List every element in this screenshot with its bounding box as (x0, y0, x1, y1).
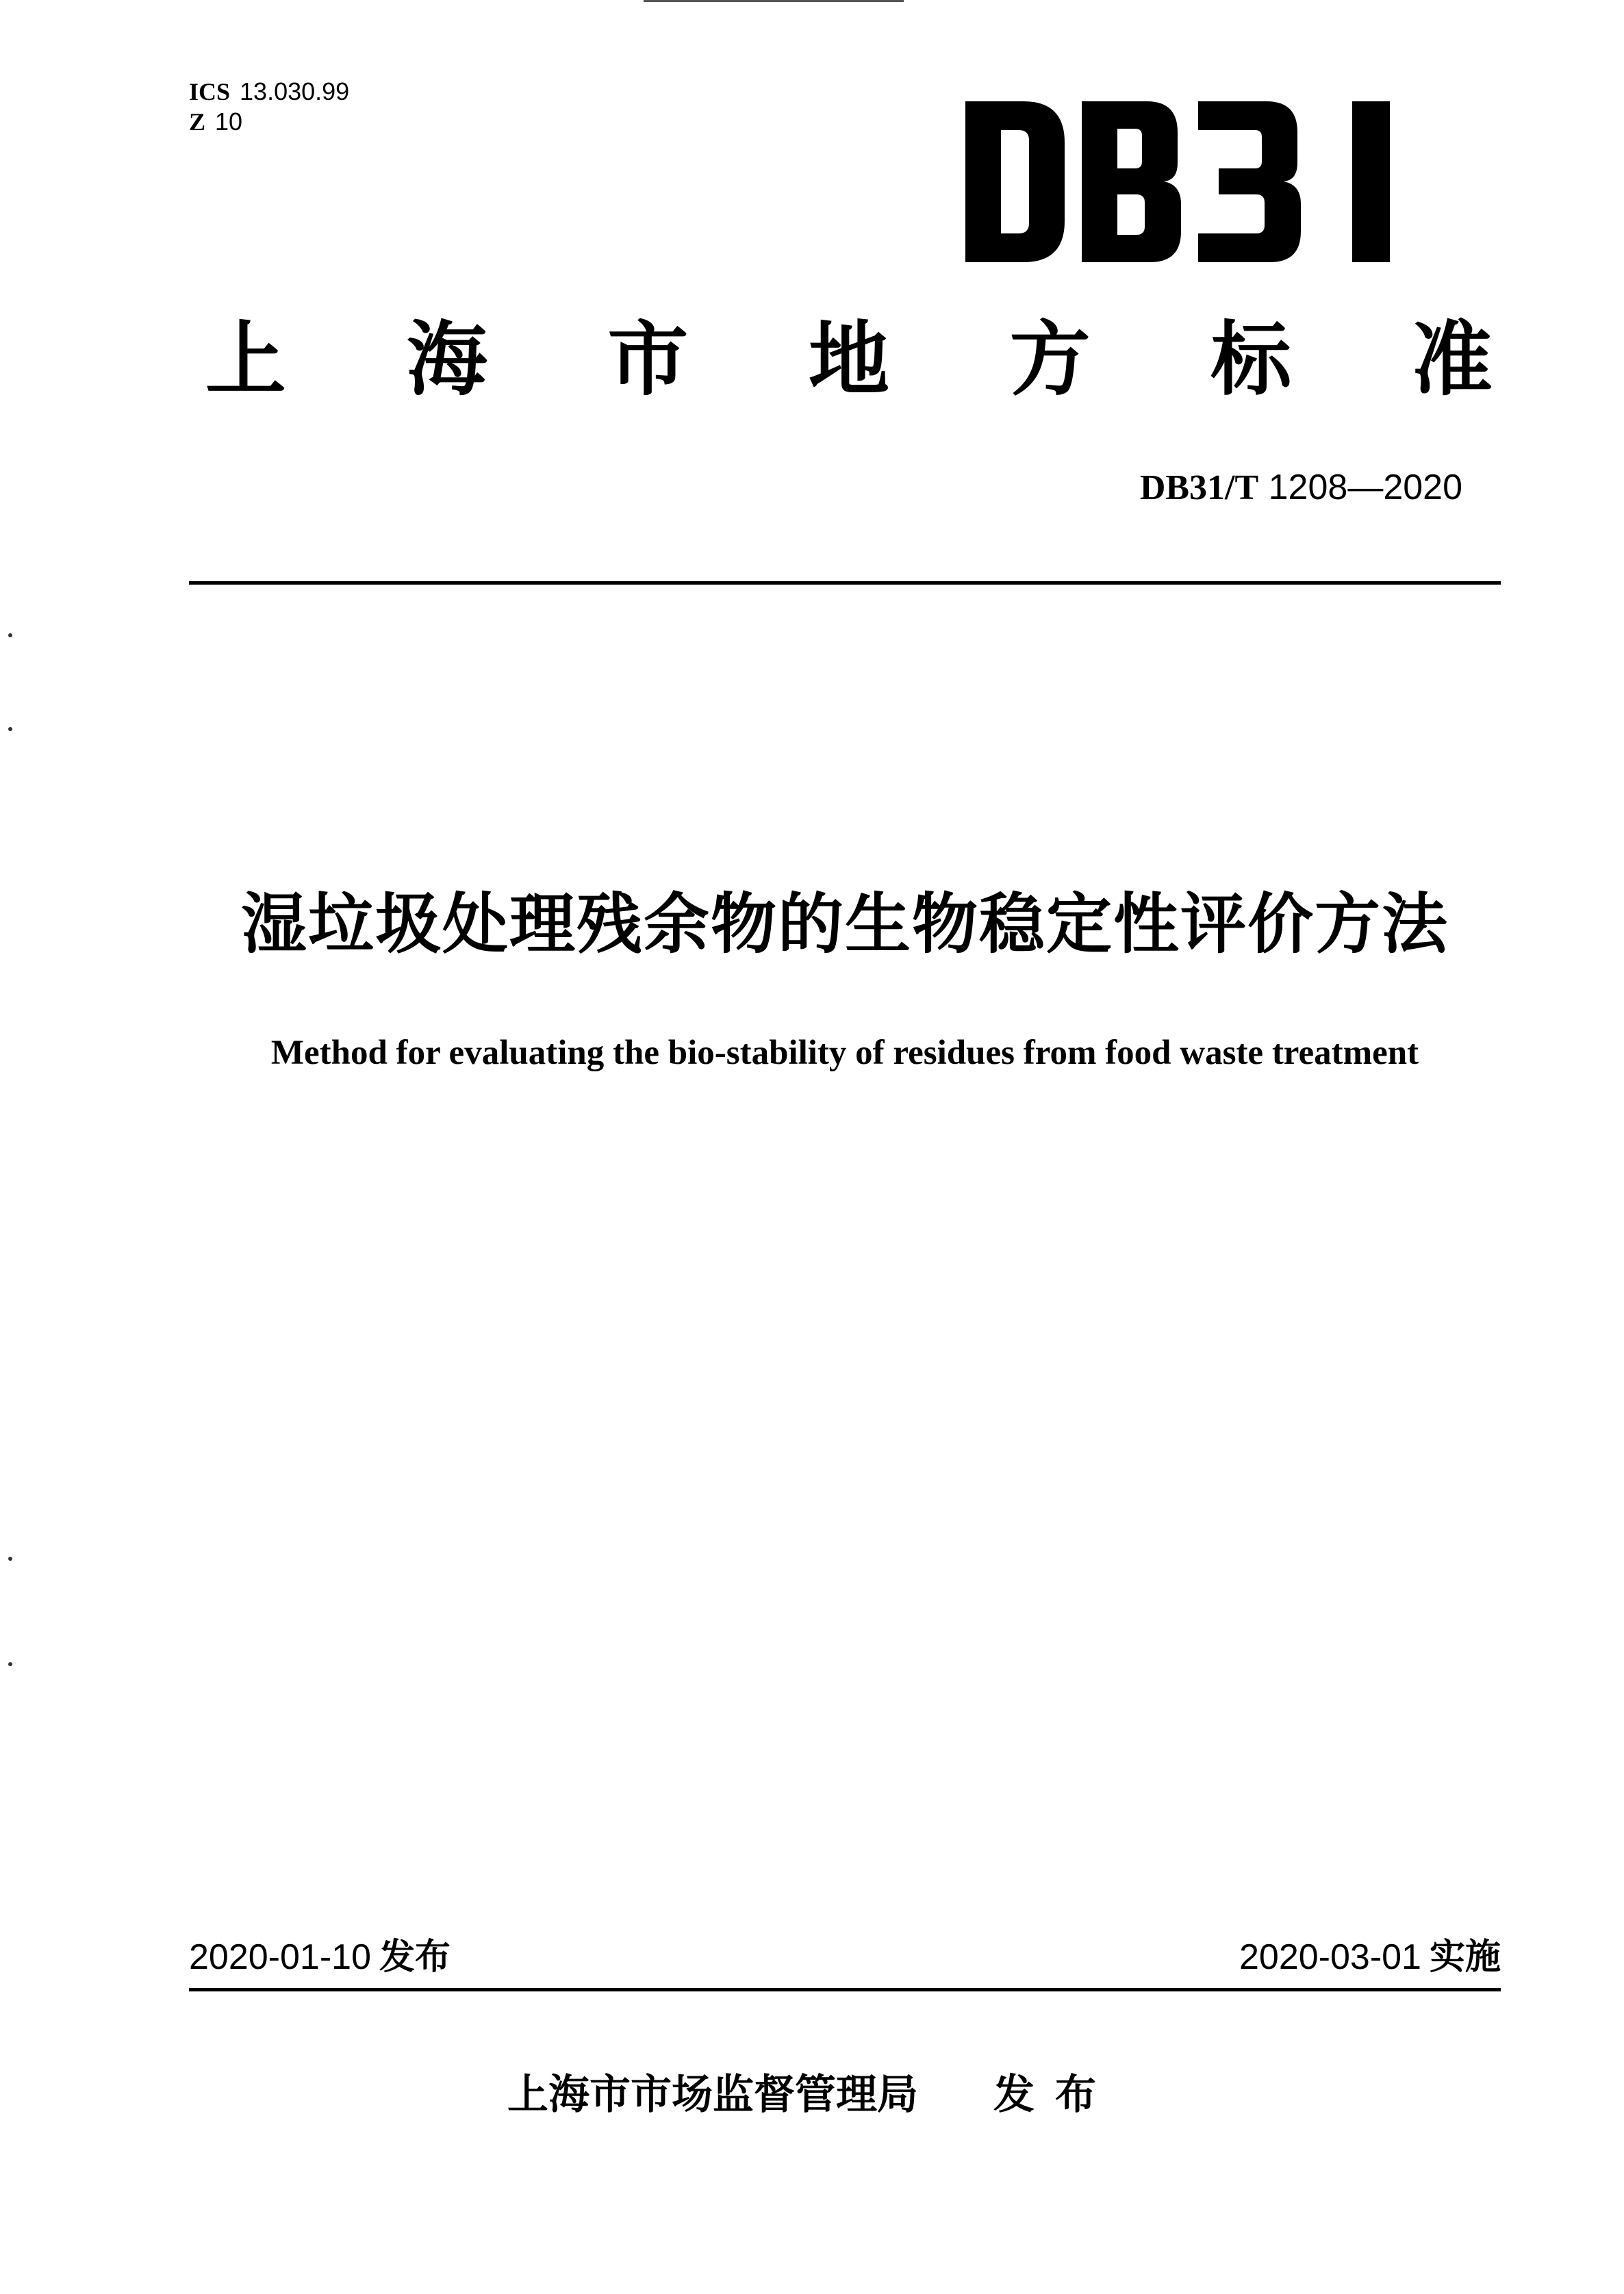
title-english: Method for evaluating the bio-stability of residues from food waste treatment (270, 1034, 1419, 1072)
publish-date: 2020-01-10 (189, 1937, 371, 1977)
title-chinese: 湿垃圾处理残余物的生物稳定性评价方法 (241, 886, 1449, 963)
issuer-name: 上海市市场监督管理局 (507, 2071, 918, 2119)
ics-code-row (189, 77, 349, 107)
classification-codes (189, 77, 349, 137)
standard-type-char: 市 (607, 312, 689, 407)
ccs-label: Z (189, 108, 206, 136)
ics-value: 13.030.99 (240, 77, 350, 105)
top-divider (189, 581, 1501, 585)
standard-type-char: 方 (1009, 312, 1091, 407)
ccs-value: 10 (215, 107, 243, 136)
standard-number-prefix: DB31/T (1139, 468, 1259, 507)
db31-logo (965, 101, 1410, 262)
issuer-action: 发布 (993, 2071, 1117, 2119)
scan-dot (8, 727, 12, 731)
standard-number (1140, 466, 1462, 510)
standard-type-char: 上 (205, 312, 287, 407)
ccs-code-row (189, 107, 349, 137)
ics-label: ICS (189, 78, 231, 105)
standard-type-heading (205, 311, 1493, 407)
standard-type-char: 地 (808, 312, 889, 407)
implement-date: 2020-03-01 (1239, 1937, 1421, 1977)
issuer-line (0, 2067, 1624, 2122)
date-row (189, 1935, 1501, 1980)
publish-label: 发布 (379, 1937, 451, 1978)
scan-dot (8, 1662, 12, 1666)
implement-label: 实施 (1429, 1937, 1501, 1978)
publish-date-group (189, 1935, 451, 1980)
standard-type-char: 海 (406, 312, 487, 407)
scan-dot (8, 633, 12, 637)
standard-type-char: 标 (1210, 312, 1292, 407)
bottom-divider (189, 1988, 1501, 1991)
standard-type-char: 准 (1411, 312, 1493, 407)
scan-dot (8, 1557, 12, 1561)
implement-date-group (1239, 1935, 1501, 1980)
standard-number-value: 1208—2020 (1268, 468, 1462, 507)
scan-edge-mark (644, 0, 904, 2)
